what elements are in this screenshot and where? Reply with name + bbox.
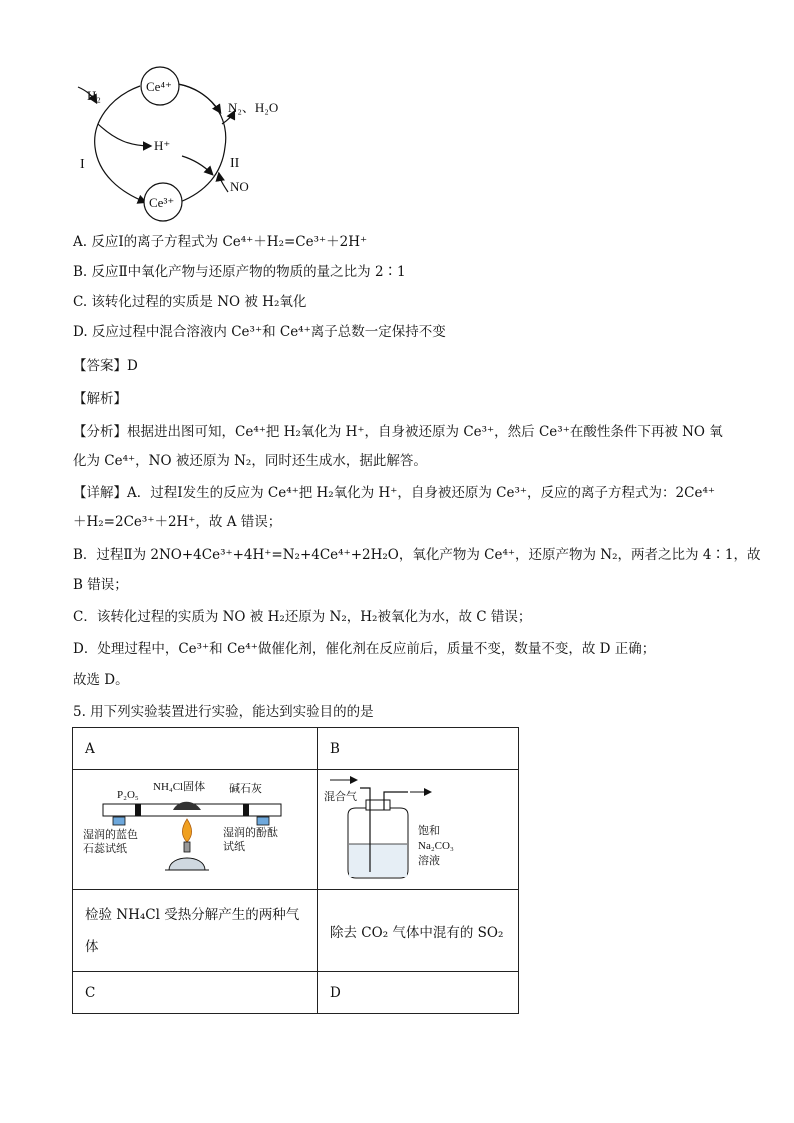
cell-b-description: 除去 CO₂ 气体中混有的 SO₂ xyxy=(318,890,519,972)
h2-label: H₂ xyxy=(87,88,101,103)
hplus-label: H⁺ xyxy=(154,138,171,153)
a-desc-line-2: 体 xyxy=(85,938,99,955)
analysis-line-5: B．过程Ⅱ为 2NO+4Ce³⁺+4H⁺=N₂+4Ce⁴⁺+2H₂O，氧化产物为 Ce⁴⁺，还原产物为 N₂，两者之比为 4∶1，故 xyxy=(73,547,761,563)
analysis-line-3: 【详解】A．过程Ⅰ发生的反应为 Ce⁴⁺把 H₂氧化为 H⁺，自身被还原为 Ce³⁺，反应的离子方程式为：2Ce⁴⁺ xyxy=(73,485,715,501)
analysis-line-9: 故选 D。 xyxy=(73,672,129,688)
ce4-label: Ce⁴⁺ xyxy=(146,79,172,94)
analysis-line-8: D．处理过程中，Ce³⁺和 Ce⁴⁺做催化剂，催化剂在反应前后，质量不变，数量不变，故 D 正确； xyxy=(73,641,656,657)
label-blue-litmus-1: 湿润的蓝色 xyxy=(83,829,138,841)
nh4cl-decomposition-apparatus xyxy=(73,770,317,885)
option-a: A. 反应Ⅰ的离子方程式为 Ce⁴⁺＋H₂=Ce³⁺＋2H⁺ xyxy=(73,234,368,250)
option-c: C. 该转化过程的实质是 NO 被 H₂氧化 xyxy=(73,294,307,310)
label-phenol-2: 试纸 xyxy=(223,841,245,853)
label-phenol-1: 湿润的酚酞 xyxy=(223,827,278,839)
cell-b-apparatus xyxy=(318,770,519,890)
label-blue-litmus-2: 石蕊试纸 xyxy=(83,843,127,855)
label-lime: 碱石灰 xyxy=(229,783,262,795)
analysis-line-7: C．该转化过程的实质为 NO 被 H₂还原为 N₂，H₂被氧化为水，故 C 错误； xyxy=(73,609,532,625)
label-na2co3: Na₂CO₃ xyxy=(418,840,454,852)
no-label: NO xyxy=(230,179,249,194)
roman-2: II xyxy=(230,156,240,171)
label-p2o5: P₂O₅ xyxy=(117,789,139,801)
label-mixed-gas: 混合气 xyxy=(324,791,357,803)
cell-a-apparatus xyxy=(73,770,318,890)
question-5-table xyxy=(72,727,519,1014)
option-b: B. 反应Ⅱ中氧化产物与还原产物的物质的量之比为 2∶1 xyxy=(73,264,406,280)
analysis-heading: 【解析】 xyxy=(73,391,127,407)
cell-a-description xyxy=(73,890,318,972)
option-d: D. 反应过程中混合溶液内 Ce³⁺和 Ce⁴⁺离子总数一定保持不变 xyxy=(73,324,446,340)
label-nh4cl: NH₄Cl固体 xyxy=(153,781,206,793)
cell-b-label: B xyxy=(318,728,519,770)
label-saturated: 饱和 xyxy=(418,825,440,837)
ce3-label: Ce³⁺ xyxy=(149,195,175,210)
cell-c-label: C xyxy=(73,972,318,1014)
analysis-line-6: B 错误； xyxy=(73,577,128,593)
catalytic-cycle-diagram xyxy=(70,62,310,222)
products-label: N₂、H₂O xyxy=(228,100,279,115)
analysis-line-2: 化为 Ce⁴⁺，NO 被还原为 N₂，同时还生成水，据此解答。 xyxy=(73,453,427,469)
roman-1: I xyxy=(80,157,85,172)
analysis-line-1: 【分析】根据进出图可知，Ce⁴⁺把 H₂氧化为 H⁺，自身被还原为 Ce³⁺，然后 Ce³⁺在酸性条件下再被 NO 氧 xyxy=(73,424,723,440)
analysis-line-4: ＋H₂=2Ce³⁺＋2H⁺，故 A 错误； xyxy=(73,514,282,530)
gas-washing-bottle-apparatus xyxy=(318,770,518,885)
answer: 【答案】D xyxy=(73,358,138,374)
question-5-stem: 5. 用下列实验装置进行实验，能达到实验目的的是 xyxy=(73,704,374,720)
a-desc-line-1: 检验 NH₄Cl 受热分解产生的两种气 xyxy=(85,906,300,923)
cell-d-label: D xyxy=(318,972,519,1014)
label-solution: 溶液 xyxy=(418,855,440,867)
cell-a-label: A xyxy=(73,728,318,770)
